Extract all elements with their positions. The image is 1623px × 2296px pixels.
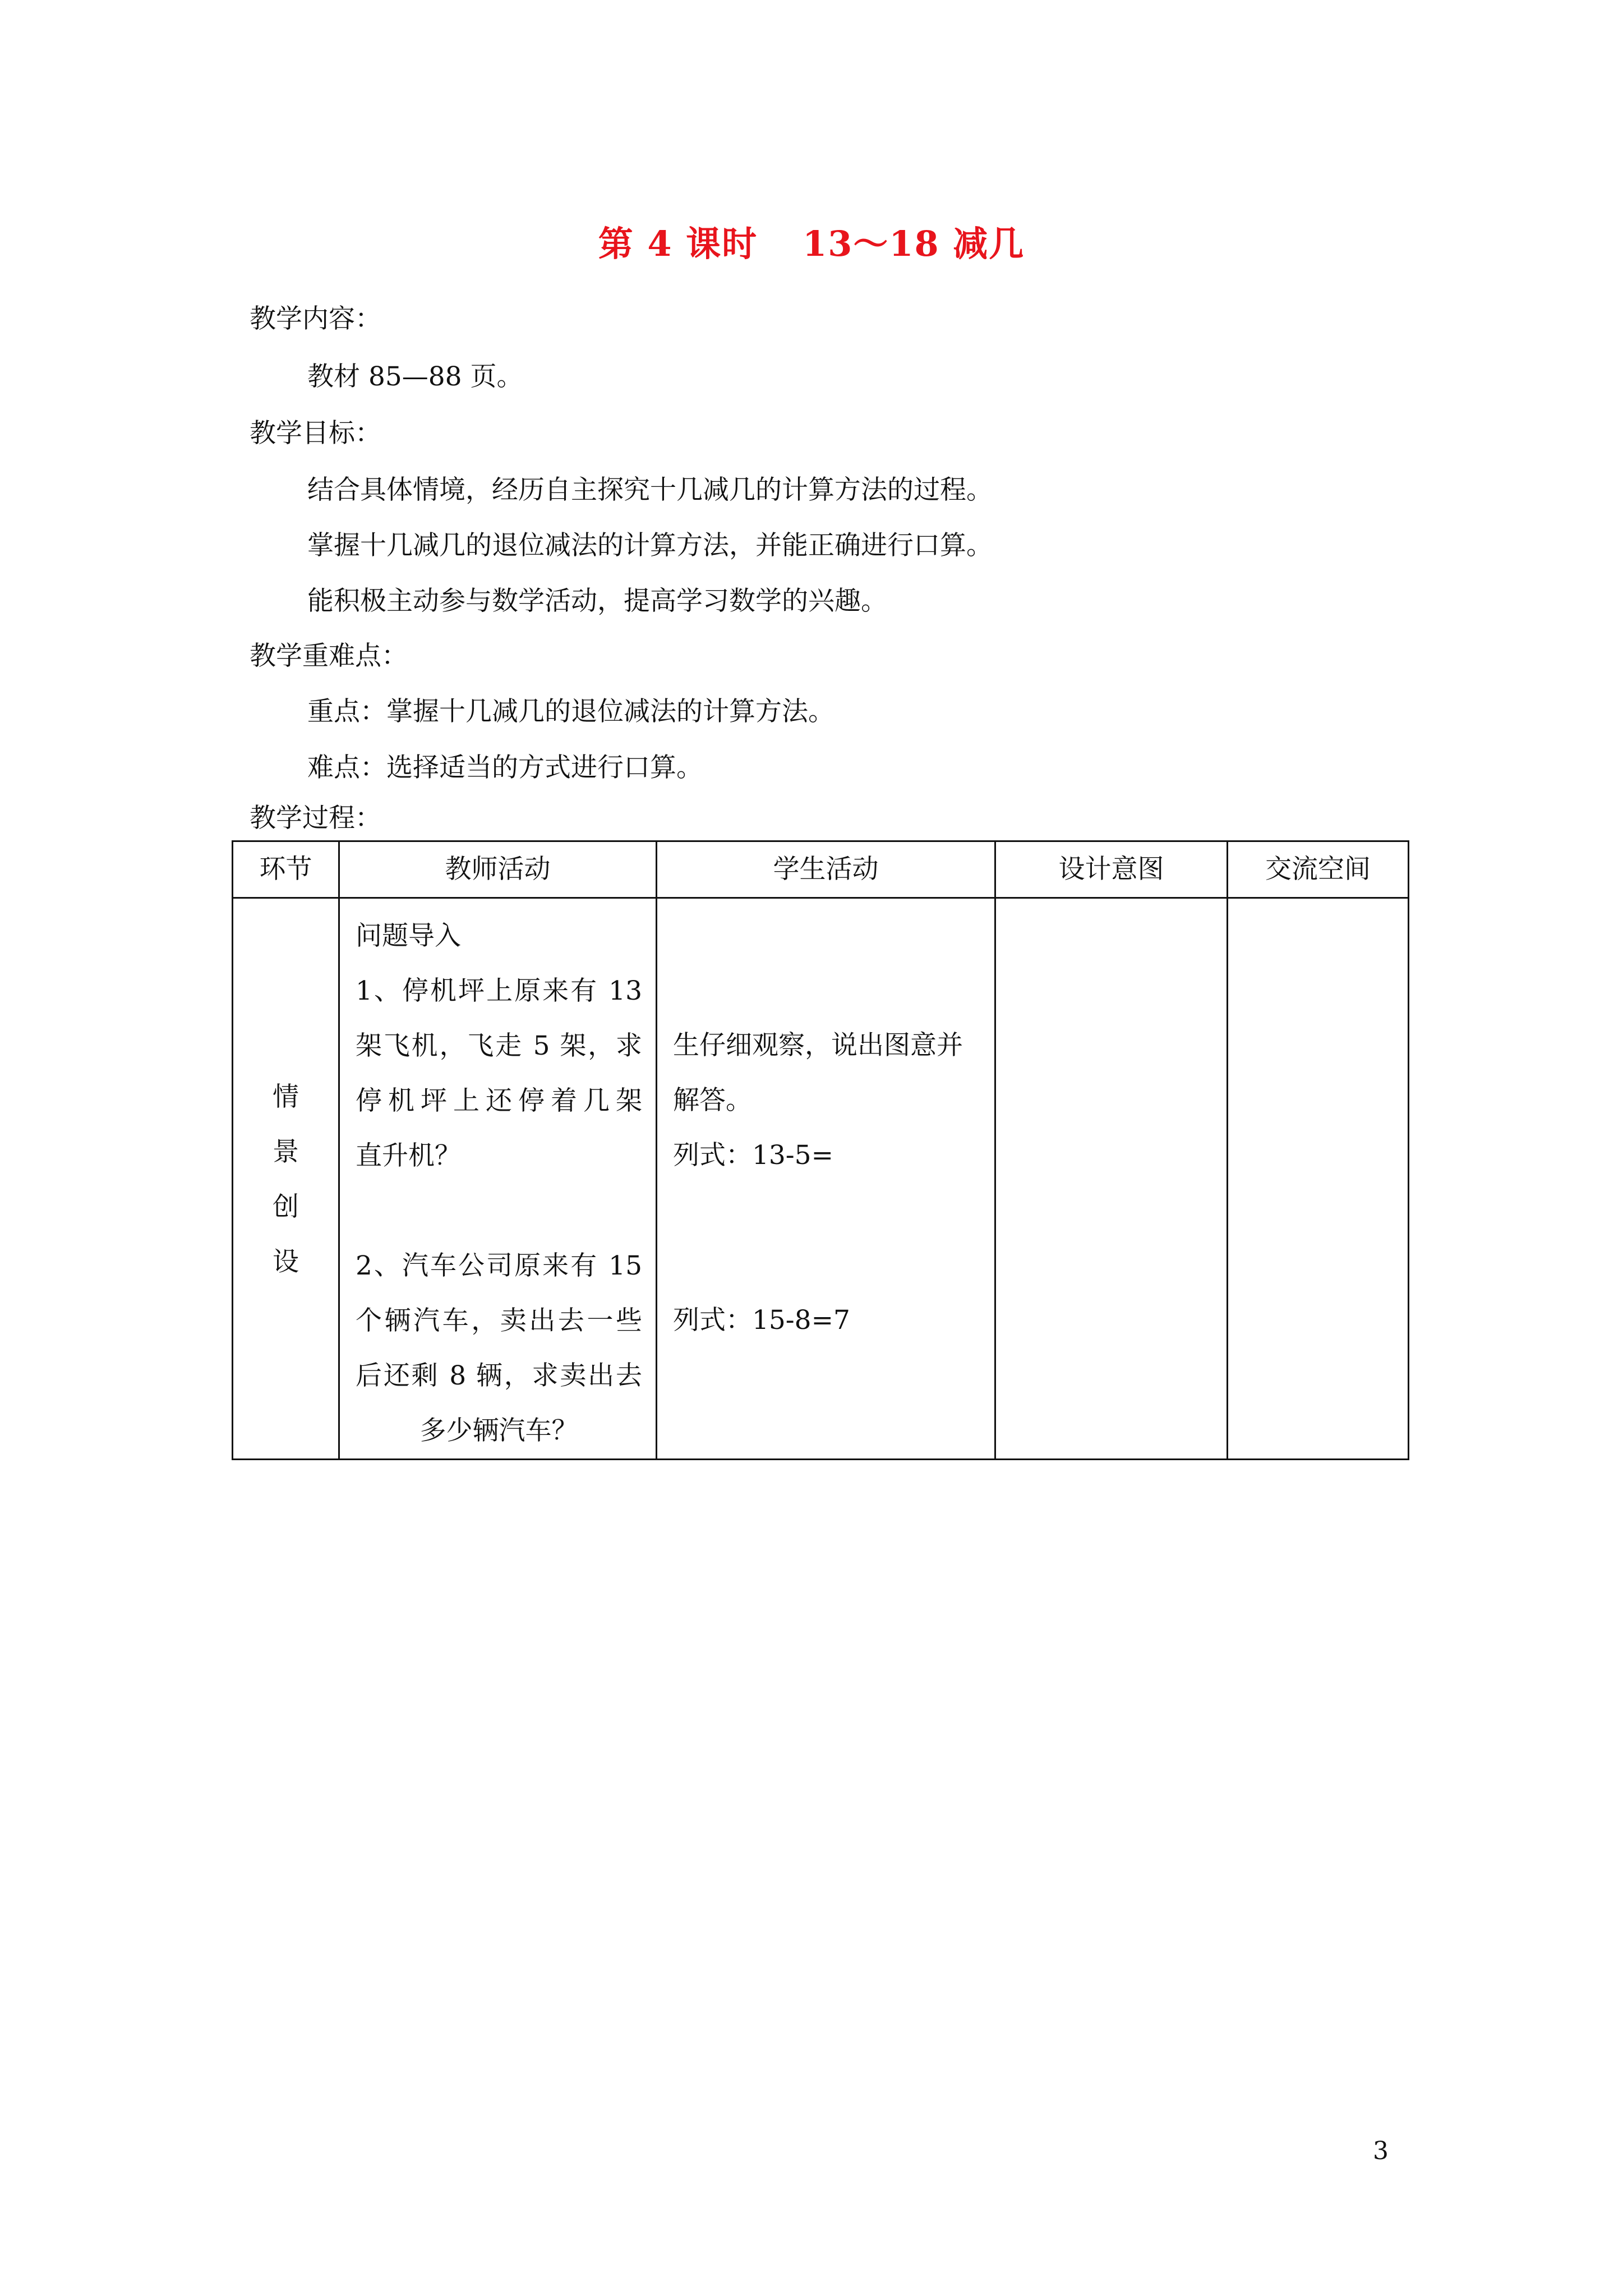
- table-row: [233, 898, 1409, 1460]
- header-design-intent: 设计意图: [995, 841, 1228, 898]
- process-table: [232, 840, 1409, 1460]
- key-point: 重点：掌握十几减几的退位减法的计算方法。: [307, 696, 834, 727]
- header-student-activity: 学生活动: [657, 841, 995, 898]
- goal-item: 能积极主动参与数学活动，提高学习数学的兴趣。: [307, 586, 887, 616]
- design-intent-cell: [995, 898, 1228, 1460]
- header-teacher-activity: 教师活动: [339, 841, 657, 898]
- lesson-number: 第 4 课时: [598, 223, 758, 264]
- teacher-intro: 问题导入: [356, 921, 461, 951]
- content-heading: 教学内容：: [250, 303, 381, 334]
- page-title: [0, 222, 1623, 266]
- page-number: 3: [1373, 2137, 1389, 2165]
- key-heading: 教学重难点：: [250, 641, 408, 671]
- teacher-activity-cell: 问题导入 1、停机坪上原来有 13 架飞机，飞走 5 架，求 停机坪上还停着几架 直升机？ 2、汽车公司原来有 15 个辆汽车，卖出去一些 后还剩 8 辆，求卖出去 多少辆汽车？: [339, 898, 657, 1460]
- content-text: 教材 85—88 页。: [307, 361, 523, 392]
- table-header-row: [233, 841, 1409, 898]
- student-activity-cell: 生仔细观察，说出图意并 解答。 列式：13-5= 列式：15-8=7: [657, 898, 995, 1460]
- goal-heading: 教学目标：: [250, 418, 381, 449]
- difficult-point: 难点：选择适当的方式进行口算。: [307, 752, 703, 783]
- header-discussion-space: 交流空间: [1228, 841, 1409, 898]
- discussion-space-cell: [1228, 898, 1409, 1460]
- goal-item: 结合具体情境，经历自主探究十几减几的计算方法的过程。: [307, 475, 993, 505]
- header-stage: 环节: [233, 841, 339, 898]
- lesson-topic: 13～18 减几: [803, 223, 1025, 264]
- goal-item: 掌握十几减几的退位减法的计算方法，并能正确进行口算。: [307, 530, 993, 561]
- process-heading: 教学过程：: [250, 803, 381, 834]
- stage-cell: 情 景 创 设: [233, 898, 339, 1460]
